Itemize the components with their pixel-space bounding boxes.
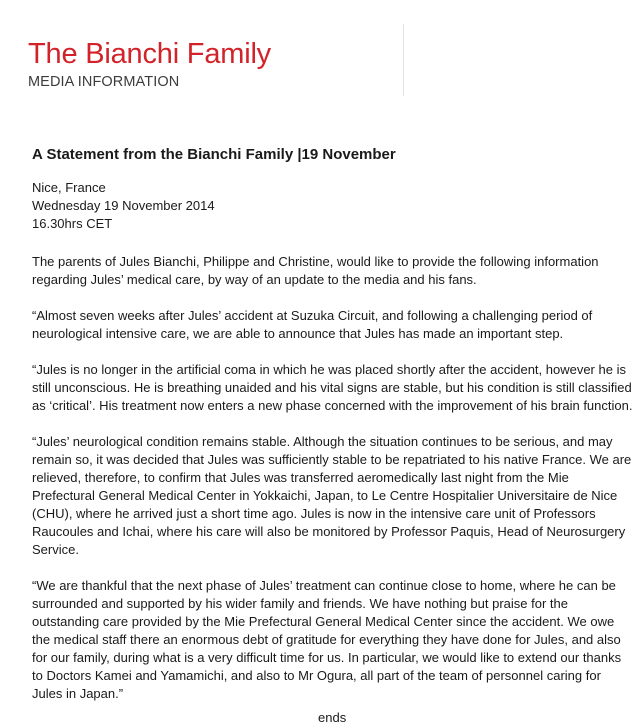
- letterhead: [28, 38, 271, 91]
- dateline-location: Nice, France: [32, 180, 106, 195]
- dateline-time: 16.30hrs CET: [32, 216, 113, 231]
- statement-body: [32, 145, 634, 703]
- dateline-date: Wednesday 19 November 2014: [32, 198, 215, 213]
- paragraph-condition: “Jules is no longer in the artificial coma in which he was placed shortly after the accident, however he is still unconscious. He is breathing unaided and his vital signs are stable, but his condition is still classified as ‘critical’. His treatment now enters a new phase concerned with the improvement of his brain function.: [32, 362, 633, 413]
- paragraph-thanks: “We are thankful that the next phase of Jules’ treatment can continue close to home, where he can be surrounded and supported by his wider family and friends. We have nothing but praise for the outstanding care provided by the Mie Prefectural General Medical Center since the accident. We owe the medical staff there an enormous debt of gratitude for everything they have done for Jules, and also for our family, during what is a very difficult time for us. In particular, we would like to extend our thanks to Doctors Kamei and Yamamichi, and also to Mr Ogura, all part of the team of personnel caring for Jules in Japan.”: [32, 578, 622, 701]
- paragraph-announcement: “Almost seven weeks after Jules’ accident at Suzuka Circuit, and following a challenging period of neurological intensive care, we are able to announce that Jules has made an important step.: [32, 308, 593, 341]
- brand-subtitle: MEDIA INFORMATION: [28, 74, 180, 90]
- brand-name: The Bianchi Family: [28, 38, 271, 70]
- paragraph-intro: The parents of Jules Bianchi, Philippe and Christine, would like to provide the following information regarding Jules’ medical care, by way of an update to the media and his fans.: [32, 254, 599, 287]
- statement-title: A Statement from the Bianchi Family |19 November: [32, 146, 396, 163]
- ends-marker: ends: [318, 710, 347, 725]
- header-divider: [403, 24, 404, 96]
- dateline: [32, 179, 634, 233]
- paragraph-repatriation: “Jules’ neurological condition remains stable. Although the situation continues to be serious, and may remain so, it was decided that Jules was sufficiently stable to be repatriated to his native France. We are relieved, therefore, to confirm that Jules was transferred aeromedically last night from the Mie Prefectural General Medical Center in Yokkaichi, Japan, to Le Centre Hospitalier Universitaire de Nice (CHU), where he arrived just a short time ago. Jules is now in the intensive care unit of Professors Raucoules and Ichai, where his care will also be monitored by Professor Paquis, Head of Neurosurgery Service.: [32, 434, 632, 557]
